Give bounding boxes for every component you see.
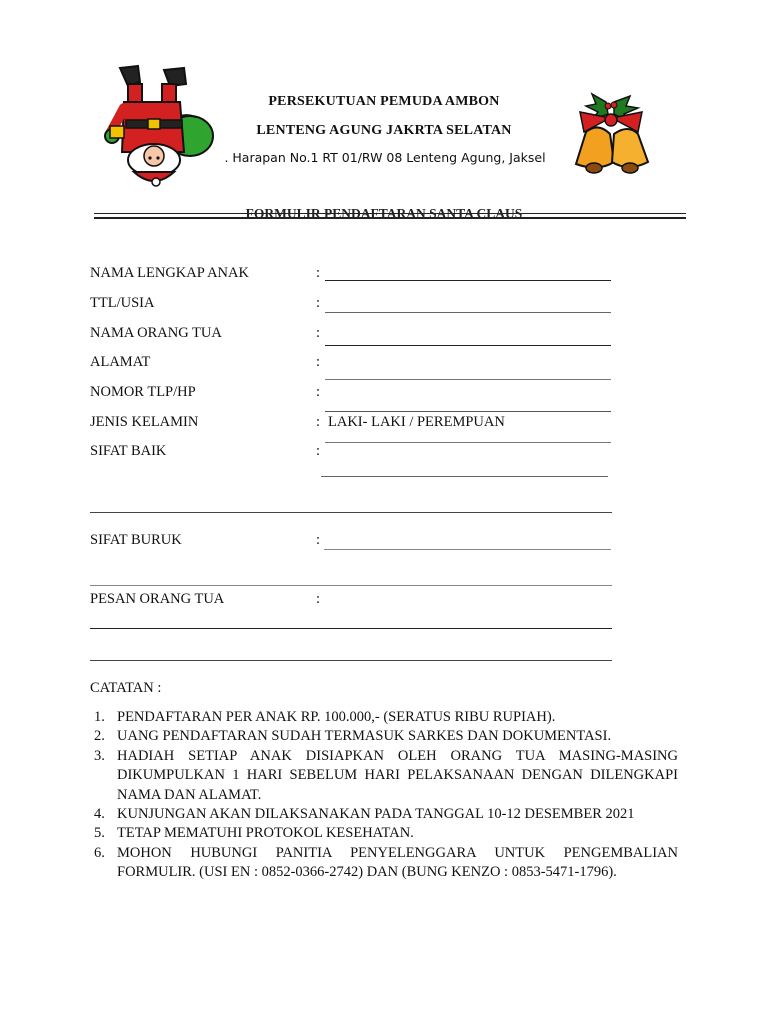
field-label-bad-traits: SIFAT BURUK [90,532,182,548]
field-label-gender: JENIS KELAMIN [90,414,199,430]
note-item [90,708,678,727]
note-number: 6. [94,844,105,861]
field-label-birth-age: TTL/USIA [90,295,155,311]
field-label-parent-name: NAMA ORANG TUA [90,325,222,341]
birth-age-input-line[interactable] [325,312,611,313]
note-text: MOHON HUBUNGI PANITIA PENYELENGGARA UNTUK PENGEMBALIAN FORMULIR. (USI EN : 0852-0366-2742) DAN (BUNG KENZO : 0853-5471-1796). [117,844,678,881]
note-text: UANG PENDAFTARAN SUDAH TERMASUK SARKES DAN DOKUMENTASI. [117,728,612,745]
parent-message-input-line[interactable] [90,628,612,629]
note-text: PENDAFTARAN PER ANAK RP. 100.000,- (SERATUS RIBU RUPIAH). [117,709,556,725]
note-number: 4. [94,806,105,823]
field-colon: : [316,295,321,311]
field-colon: : [316,384,321,400]
gender-input-line [325,442,611,443]
note-text: KUNJUNGAN AKAN DILAKSANAKAN PADA TANGGAL 10-12 DESEMBER 2021 [117,806,635,823]
field-colon: : [316,325,321,341]
note-number: 3. [94,747,105,764]
field-colon: : [316,591,321,607]
field-colon: : [316,354,321,370]
note-item [90,824,678,843]
note-text: HADIAH SETIAP ANAK DISIAPKAN OLEH ORANG TUA MASING-MASING DIKUMPULKAN 1 HARI SEBELUM HARI PELAKSANAAN DENGAN DILENGKAPI NAMA DAN ALAMAT. [117,747,678,803]
field-colon: : [316,443,321,459]
organization-name: PERSEKUTUAN PEMUDA AMBON [268,94,500,109]
christmas-bells-illustration [562,92,660,186]
parent-message-input-line-2[interactable] [90,660,612,661]
good-traits-input-line-2[interactable] [90,512,612,513]
full-name-input-line[interactable] [325,280,611,281]
gender-options[interactable]: LAKI- LAKI / PEREMPUAN [328,414,505,430]
form-title: FORMULIR PENDAFTARAN SANTA CLAUS [245,206,523,221]
good-traits-input-line[interactable] [321,476,608,477]
field-label-parent-message: PESAN ORANG TUA [90,591,225,607]
note-item [90,727,678,746]
field-label-good-traits: SIFAT BAIK [90,443,167,459]
bad-traits-input-line-2[interactable] [90,585,612,586]
bad-traits-input-line[interactable] [324,549,611,550]
note-number: 1. [94,709,105,725]
organization-location: LENTENG AGUNG JAKRTA SELATAN [256,123,512,138]
notes-title: CATATAN : [90,680,162,696]
field-colon: : [316,532,321,548]
notes-list [90,708,678,883]
note-item [90,805,678,824]
field-label-address: ALAMAT [90,354,151,370]
field-label-phone: NOMOR TLP/HP [90,384,196,400]
note-number: 5. [94,825,105,842]
phone-input-line[interactable] [325,411,611,412]
note-item [90,747,678,805]
parent-name-input-line[interactable] [325,345,611,346]
note-number: 2. [94,728,105,745]
field-colon: : [316,414,321,430]
field-label-full-name: NAMA LENGKAP ANAK [90,265,249,281]
note-text: TETAP MEMATUHI PROTOKOL KESEHATAN. [117,825,414,842]
field-colon: : [316,265,321,281]
note-item [90,844,678,883]
organization-address: . Harapan No.1 RT 01/RW 08 Lenteng Agung, Jaksel [224,150,546,165]
address-input-line[interactable] [325,379,611,380]
